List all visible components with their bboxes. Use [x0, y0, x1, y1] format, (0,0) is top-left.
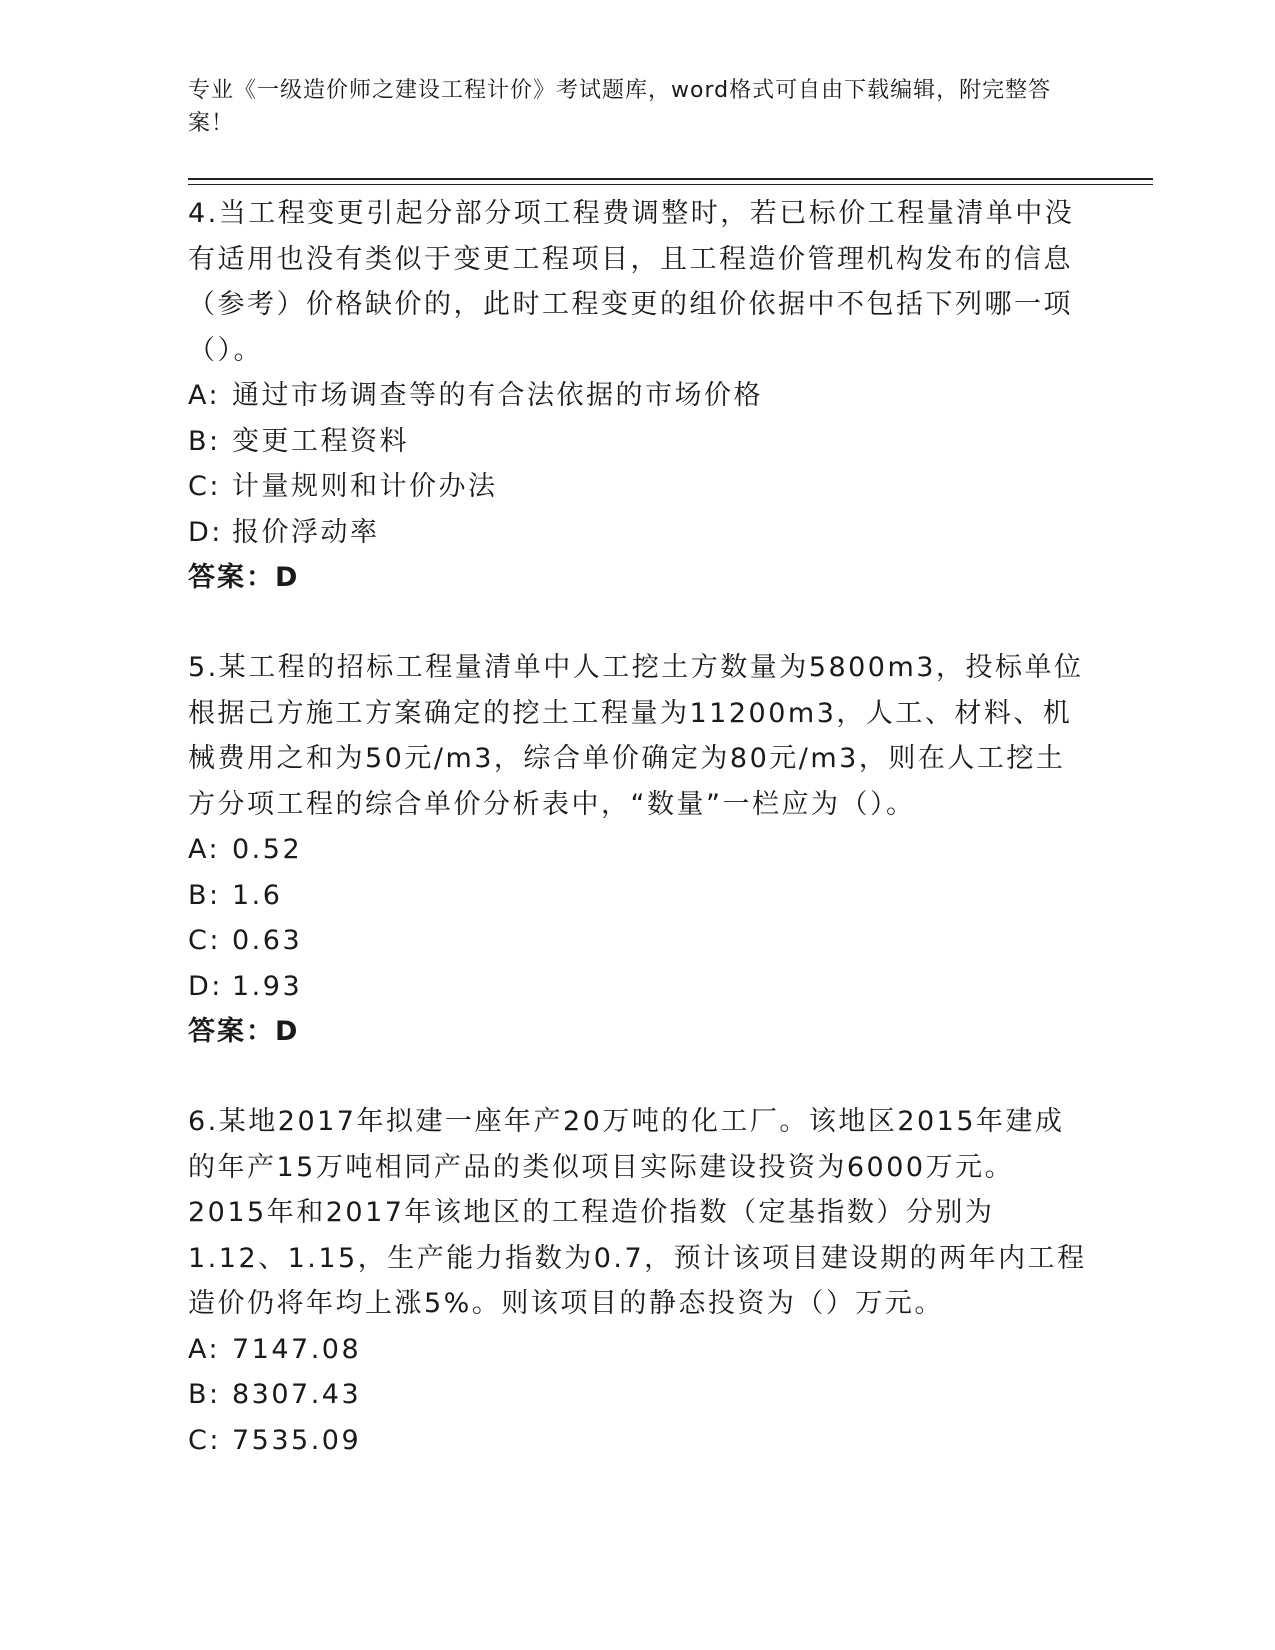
option-text: 7147.08: [232, 1333, 362, 1365]
question-stem: 4.当工程变更引起分部分项工程费调整时，若已标价工程量清单中没有适用也没有类似于变更工程项目，且工程造价管理机构发布的信息（参考）价格缺价的，此时工程变更的组价依据中不包括下列哪一项（）。: [188, 198, 1075, 366]
document-header: 专业《一级造价师之建设工程计价》考试题库，word格式可自由下载编辑，附完整答案！: [188, 78, 1052, 136]
option-text: 0.63: [232, 925, 303, 956]
option-b: [188, 873, 1088, 919]
option-key: C:: [188, 471, 221, 502]
option-key: C:: [188, 925, 221, 956]
option-key: A:: [188, 834, 221, 865]
option-text: 报价浮动率: [232, 516, 380, 548]
option-d: [188, 964, 1088, 1010]
question-4: [188, 191, 1088, 600]
header-divider-thick: [188, 178, 1153, 180]
option-text: 7535.09: [232, 1424, 362, 1456]
option-a: [188, 827, 1088, 873]
option-c: [188, 464, 1088, 510]
question-stem: 5.某工程的招标工程量清单中人工挖土方数量为5800m3，投标单位根据己方施工方案确定的挖土工程量为11200m3，人工、材料、机械费用之和为50元/m3，综合单价确定为80元/m3，则在人工挖土方分项工程的综合单价分析表中，“数量”一栏应为（）。: [188, 652, 1084, 820]
option-key: B:: [188, 425, 221, 457]
option-a: [188, 373, 1088, 419]
question-stem: 6.某地2017年拟建一座年产20万吨的化工厂。该地区2015年建成的年产15万吨相同产品的类似项目实际建设投资为6000万元。2015年和2017年该地区的工程造价指数（定基指数）分别为1.12、1.15，生产能力指数为0.7，预计该项目建设期的两年内工程造价仍将年均上涨5%。则该项目的静态投资为（）万元。: [188, 1106, 1087, 1319]
option-d: [188, 510, 1088, 556]
option-text: 变更工程资料: [232, 425, 409, 457]
option-text: 通过市场调查等的有合法依据的市场价格: [232, 380, 763, 411]
option-key: D:: [188, 970, 223, 1002]
header-divider-thin: [188, 184, 1153, 185]
option-key: D:: [188, 516, 223, 548]
option-text: 1.93: [232, 970, 303, 1002]
option-c: [188, 1418, 1088, 1464]
option-a: [188, 1327, 1088, 1373]
option-text: 计量规则和计价办法: [232, 471, 498, 502]
answer-line: 答案：D: [188, 562, 300, 593]
option-text: 0.52: [232, 834, 303, 865]
option-c: [188, 918, 1088, 964]
answer-line: 答案：D: [188, 1016, 300, 1047]
option-key: A:: [188, 380, 221, 411]
question-5: [188, 645, 1088, 1054]
option-b: [188, 419, 1088, 465]
option-text: 8307.43: [232, 1379, 362, 1410]
option-b: [188, 1372, 1088, 1418]
question-list: [188, 191, 1088, 1508]
option-key: A:: [188, 1333, 221, 1365]
option-key: C:: [188, 1424, 221, 1456]
question-6: [188, 1099, 1088, 1463]
option-key: B:: [188, 1379, 221, 1410]
option-text: 1.6: [232, 879, 283, 911]
option-key: B:: [188, 879, 221, 911]
